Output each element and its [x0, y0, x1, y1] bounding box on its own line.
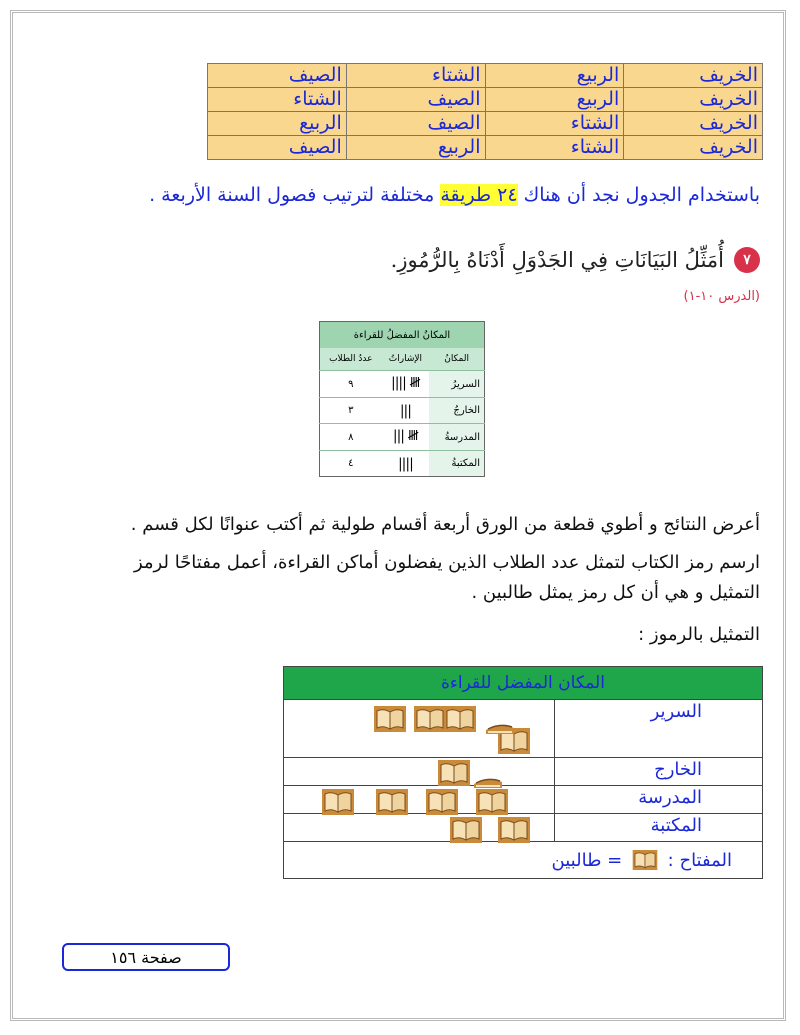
- page-number-box: صفحة ١٥٦: [62, 943, 230, 971]
- pictograph-table: [283, 666, 763, 879]
- table-cell: الخريف: [624, 64, 763, 88]
- pictograph-heading: التمثيل بالرموز :: [638, 624, 760, 645]
- table-cell: الصيف: [346, 88, 485, 112]
- count-cell: ٣: [320, 398, 382, 424]
- summary-after: مختلفة لترتيب فصول السنة الأربعة .: [149, 184, 435, 206]
- book-icon: [444, 706, 476, 732]
- column-header: الإشاراتُ: [382, 348, 430, 371]
- pictograph-row: [284, 700, 763, 758]
- column-header: عددُ الطلاب: [320, 348, 382, 371]
- pictograph-key: [284, 842, 763, 879]
- place-cell: المكتبةُ: [429, 451, 484, 477]
- book-icon: [632, 850, 658, 870]
- place-cell: الخارجُ: [429, 398, 484, 424]
- table-cell: الربيع: [346, 136, 485, 160]
- place-cell: المدرسةُ: [429, 424, 484, 451]
- half-book-icon: [484, 710, 516, 736]
- instruction-draw-line2: التمثيل و هي أن كل رمز يمثل طالبين .: [471, 582, 760, 603]
- book-icon: [414, 706, 446, 732]
- table-cell: الربيع: [485, 88, 624, 112]
- column-header: المكانُ: [429, 348, 484, 371]
- table-cell: الربيع: [485, 64, 624, 88]
- book-icon: [438, 760, 470, 786]
- table-cell: الشتاء: [346, 64, 485, 88]
- tally-table: [319, 321, 485, 477]
- place-cell: الخارج: [555, 758, 763, 786]
- summary-highlight: ٢٤ طريقة: [440, 184, 518, 206]
- table-row: [208, 136, 763, 160]
- pictograph-title: المكان المفضل للقراءة: [284, 667, 763, 700]
- place-cell: السريرُ: [429, 371, 484, 398]
- summary-before: باستخدام الجدول نجد أن هناك: [523, 184, 760, 206]
- table-cell: الخريف: [624, 88, 763, 112]
- table-cell: الصيف: [208, 136, 347, 160]
- summary-sentence: [149, 184, 760, 206]
- key-value: = طالبين: [551, 849, 623, 871]
- table-row: [208, 112, 763, 136]
- table-cell: الخريف: [624, 136, 763, 160]
- table-row: [320, 398, 485, 424]
- table-row: [208, 88, 763, 112]
- table-cell: الصيف: [346, 112, 485, 136]
- table-cell: الشتاء: [485, 112, 624, 136]
- tally-marks: ||||: [382, 451, 430, 477]
- question-text: أُمَثِّلُ البَيَانَاتِ فِي الجَدْوَلِ أَدْنَاهُ بِالرُّمُوزِ.: [390, 248, 724, 272]
- book-icon: [450, 817, 482, 843]
- question-heading: [391, 247, 760, 273]
- book-icon: [322, 789, 354, 815]
- seasons-table: [207, 63, 763, 160]
- table-row: [208, 64, 763, 88]
- key-label: المفتاح :: [667, 849, 732, 871]
- place-cell: السرير: [555, 700, 763, 758]
- book-icon: [376, 789, 408, 815]
- book-icon: [498, 817, 530, 843]
- place-cell: المكتبة: [555, 814, 763, 842]
- instruction-draw-line1: ارسم رمز الكتاب لتمثل عدد الطلاب الذين يفضلون أماكن القراءة، أعمل مفتاحًا لرمز: [133, 552, 760, 573]
- book-symbols: [284, 786, 555, 814]
- book-symbols: [284, 758, 555, 786]
- place-cell: المدرسة: [555, 786, 763, 814]
- question-number-badge: ٧: [734, 247, 760, 273]
- instruction-fold: أعرض النتائج و أطوي قطعة من الورق أربعة أقسام طولية ثم أكتب عنوانًا لكل قسم .: [130, 514, 760, 535]
- book-icon: [426, 789, 458, 815]
- book-symbols: [284, 700, 555, 758]
- tally-marks: 𝍸 ||||: [382, 371, 430, 398]
- table-cell: الصيف: [208, 64, 347, 88]
- pictograph-row: [284, 814, 763, 842]
- table-cell: الخريف: [624, 112, 763, 136]
- pictograph-row: [284, 786, 763, 814]
- book-icon: [476, 789, 508, 815]
- pictograph-key-row: [284, 842, 763, 879]
- table-row: [320, 451, 485, 477]
- count-cell: ٤: [320, 451, 382, 477]
- tally-marks: 𝍸 |||: [382, 424, 430, 451]
- table-row: [320, 371, 485, 398]
- pictograph-row: [284, 758, 763, 786]
- count-cell: ٩: [320, 371, 382, 398]
- tally-table-title: المكانُ المفضلُ للقراءة: [320, 322, 485, 349]
- table-row: [320, 424, 485, 451]
- lesson-reference: (الدرس ١٠-١): [683, 289, 760, 304]
- table-cell: الشتاء: [485, 136, 624, 160]
- book-symbols: [284, 814, 555, 842]
- count-cell: ٨: [320, 424, 382, 451]
- table-cell: الربيع: [208, 112, 347, 136]
- table-cell: الشتاء: [208, 88, 347, 112]
- book-icon: [374, 706, 406, 732]
- tally-marks: |||: [382, 398, 430, 424]
